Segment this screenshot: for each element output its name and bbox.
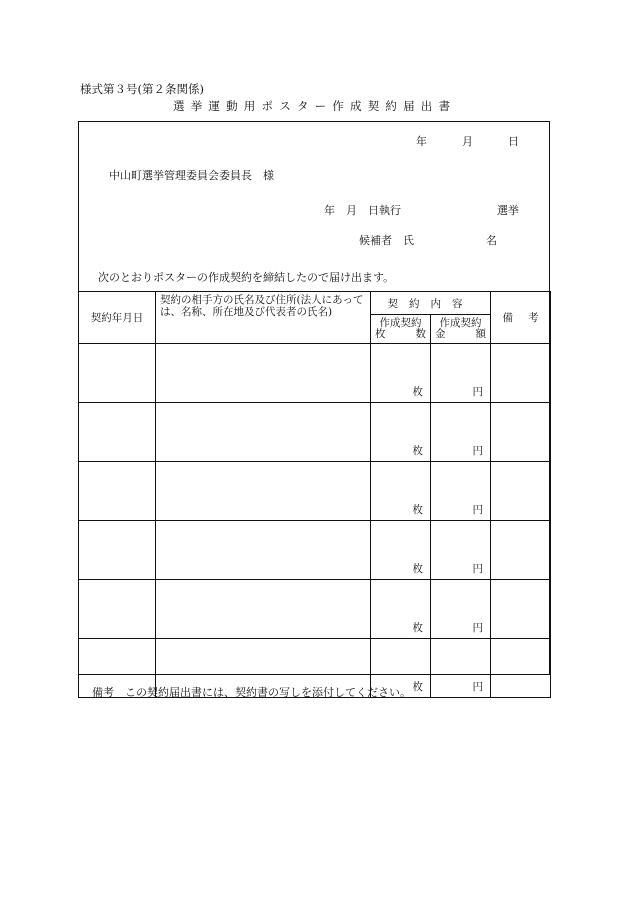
cell-remarks[interactable] <box>491 580 551 639</box>
cell-amount[interactable]: 円 <box>431 580 491 639</box>
col-remarks-b: 考 <box>528 312 539 324</box>
submission-date[interactable] <box>416 133 519 149</box>
cell-remarks[interactable] <box>491 344 551 403</box>
cell-date[interactable] <box>79 403 156 462</box>
cell-amount[interactable]: 円 <box>431 639 491 698</box>
election-suffix: 選挙 <box>497 204 519 217</box>
form-number: 様式第３号(第２条関係) <box>80 82 204 96</box>
table-row <box>79 580 551 639</box>
contract-table <box>78 291 551 698</box>
cell-amount[interactable]: 円 <box>431 403 491 462</box>
col-amount-l2a: 金 <box>435 328 446 340</box>
col-remarks <box>491 292 551 344</box>
cell-remarks[interactable] <box>491 462 551 521</box>
col-quantity-l2a: 枚 <box>375 328 386 340</box>
addressee: 中山町選挙管理委員会委員長 様 <box>109 169 274 182</box>
col-contract-party: 契約の相手方の氏名及び住所(法人にあっては、名称、所在地及び代表者の氏名) <box>156 292 371 344</box>
election-date-label[interactable]: 年 月 日執行 <box>324 204 401 217</box>
cell-quantity[interactable]: 枚 <box>371 462 431 521</box>
col-quantity-l1: 作成契約 <box>379 316 422 329</box>
cell-remarks[interactable] <box>491 521 551 580</box>
document-title: 選挙運動用ポスター作成契約届出書 <box>173 99 457 113</box>
candidate-name-label[interactable]: 候補者 氏 <box>359 234 414 247</box>
date-year: 年 <box>416 135 427 148</box>
col-contract-details: 契約内容 <box>371 292 491 315</box>
cell-date[interactable] <box>79 580 156 639</box>
cell-date[interactable] <box>79 344 156 403</box>
col-quantity-l2b: 数 <box>415 328 426 340</box>
cell-amount[interactable]: 円 <box>431 521 491 580</box>
table-row <box>79 344 551 403</box>
cell-amount[interactable]: 円 <box>431 462 491 521</box>
date-month: 月 <box>462 135 473 148</box>
cell-party[interactable] <box>156 580 371 639</box>
cell-quantity[interactable]: 枚 <box>371 639 431 698</box>
col-remarks-a: 備 <box>502 312 513 324</box>
table-row <box>79 462 551 521</box>
cell-quantity[interactable]: 枚 <box>371 344 431 403</box>
cell-remarks[interactable] <box>491 639 551 698</box>
cell-remarks[interactable] <box>491 403 551 462</box>
cell-date[interactable] <box>79 462 156 521</box>
col-amount-l2b: 額 <box>475 328 486 340</box>
date-day: 日 <box>508 135 519 148</box>
cell-party[interactable] <box>156 403 371 462</box>
cell-date[interactable] <box>79 521 156 580</box>
cell-quantity[interactable]: 枚 <box>371 580 431 639</box>
cell-party[interactable] <box>156 462 371 521</box>
col-amount-l1: 作成契約 <box>439 316 482 329</box>
cell-quantity[interactable]: 枚 <box>371 521 431 580</box>
cell-amount[interactable]: 円 <box>431 344 491 403</box>
candidate-name-suffix: 名 <box>486 234 497 247</box>
col-quantity <box>371 315 431 344</box>
cell-party[interactable] <box>156 344 371 403</box>
statement: 次のとおりポスターの作成契約を締結したので届け出ます。 <box>98 271 395 284</box>
col-amount <box>431 315 491 344</box>
cell-quantity[interactable]: 枚 <box>371 403 431 462</box>
col-contract-date: 契約年月日 <box>79 292 156 344</box>
footnote: 備考 この契約届出書には、契約書の写しを添付してください。 <box>92 686 411 699</box>
table-row <box>79 403 551 462</box>
table-row <box>79 521 551 580</box>
cell-party[interactable] <box>156 521 371 580</box>
